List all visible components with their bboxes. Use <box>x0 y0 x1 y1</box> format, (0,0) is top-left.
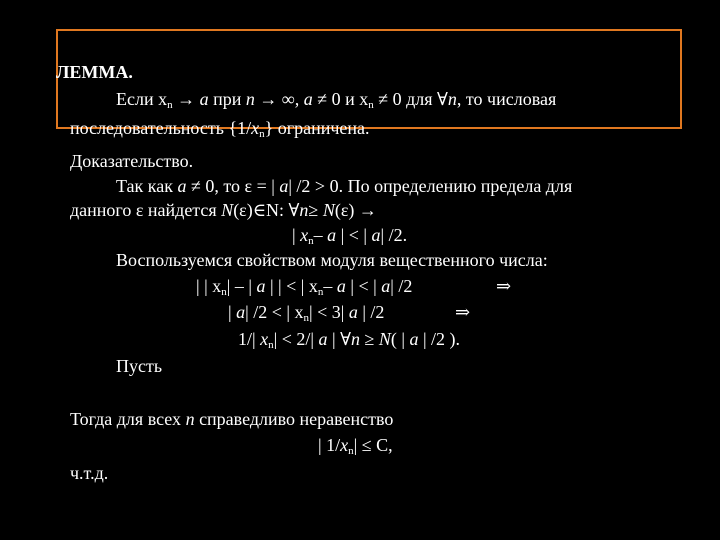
lemma-statement-line-1 <box>116 88 556 116</box>
text: | /2 <box>390 276 413 296</box>
text: a <box>327 225 337 245</box>
text: a <box>348 302 358 322</box>
text: | /2 <box>357 302 385 322</box>
text: | ≤ C, <box>353 435 393 455</box>
text: a <box>279 176 289 196</box>
text: | /2 > 0. По определению предела для <box>288 176 573 196</box>
text: (ε) → <box>334 200 377 220</box>
text: N <box>378 329 391 349</box>
subscript: n <box>167 99 173 111</box>
text: a <box>318 329 328 349</box>
subscript: n <box>303 312 309 324</box>
text: } ограничена. <box>264 118 370 138</box>
text: , то числовая <box>456 89 557 109</box>
proof-title: Доказательство. <box>70 151 194 171</box>
proof-line-7 <box>238 328 460 356</box>
subscript: n <box>259 128 265 140</box>
text: Если x <box>116 89 168 109</box>
text: | <box>292 225 301 245</box>
text: Так как <box>116 176 178 196</box>
text: a <box>381 276 391 296</box>
text: | | < | x <box>265 276 318 296</box>
proof-line-3 <box>292 224 407 252</box>
text: N <box>322 200 335 220</box>
text: x <box>251 118 260 138</box>
text: (ε)∈N: ∀ <box>233 200 300 220</box>
text: n <box>447 89 457 109</box>
subscript: n <box>368 99 374 111</box>
text: ≠ 0 и x <box>312 89 369 109</box>
text: n → ∞, <box>245 89 304 109</box>
proof-line-8: Пусть <box>116 356 163 376</box>
proof-line-2 <box>70 199 377 221</box>
text: справедливо неравенство <box>194 409 394 429</box>
text: | /2 < | x <box>245 302 304 322</box>
text: a <box>236 302 246 322</box>
qed-text: ч.т.д. <box>70 463 109 483</box>
implies-arrow-2: ⇒ <box>455 302 471 322</box>
text: | 1/ <box>318 435 341 455</box>
text: a <box>409 329 419 349</box>
text: ≠ 0 для ∀ <box>378 89 448 109</box>
text: – <box>323 276 337 296</box>
text: последовательность {1/ <box>70 118 252 138</box>
text: n <box>350 329 360 349</box>
text: | /2. <box>380 225 408 245</box>
text: данного ε найдется <box>70 200 222 220</box>
text: x <box>260 329 269 349</box>
text: n <box>299 200 309 220</box>
text: → a <box>177 89 209 109</box>
text: ≠ 0, то ε = | <box>186 176 280 196</box>
proof-line-1 <box>116 175 572 197</box>
text: a <box>177 176 187 196</box>
text: | ∀ <box>327 329 351 349</box>
proof-line-10 <box>318 434 393 462</box>
subscript: n <box>268 339 274 351</box>
subscript: n <box>308 235 314 247</box>
text: при <box>208 89 246 109</box>
text: | < | <box>336 225 372 245</box>
lemma-title: ЛЕММА. <box>56 62 133 82</box>
text: x <box>340 435 349 455</box>
text: a <box>371 225 381 245</box>
text: a <box>303 89 313 109</box>
text: ≥ <box>308 200 323 220</box>
text: | < 2/| <box>273 329 319 349</box>
text: | – | <box>226 276 257 296</box>
text: | < | <box>345 276 382 296</box>
text: x <box>300 225 309 245</box>
lemma-statement-line-2 <box>70 117 370 145</box>
text: N <box>221 200 234 220</box>
text: | /2 ). <box>418 329 461 349</box>
text: | < 3| <box>308 302 349 322</box>
text: 1/| <box>238 329 261 349</box>
proof-line-4: Воспользуемся свойством модуля вещественного числа: <box>116 250 548 270</box>
text: | <box>228 302 237 322</box>
text: Тогда для всех <box>70 409 186 429</box>
text: ( | <box>390 329 410 349</box>
proof-line-5 <box>196 275 412 303</box>
subscript: n <box>317 286 324 298</box>
text: | | x <box>196 276 222 296</box>
proof-line-6 <box>228 301 384 329</box>
subscript: n <box>221 286 227 298</box>
text: n <box>185 409 195 429</box>
subscript: n <box>348 445 354 457</box>
text: – <box>313 225 328 245</box>
text: a <box>336 276 346 296</box>
text: ≥ <box>359 329 379 349</box>
text: a <box>256 276 266 296</box>
implies-arrow-1: ⇒ <box>496 276 512 296</box>
proof-line-9 <box>70 408 393 430</box>
